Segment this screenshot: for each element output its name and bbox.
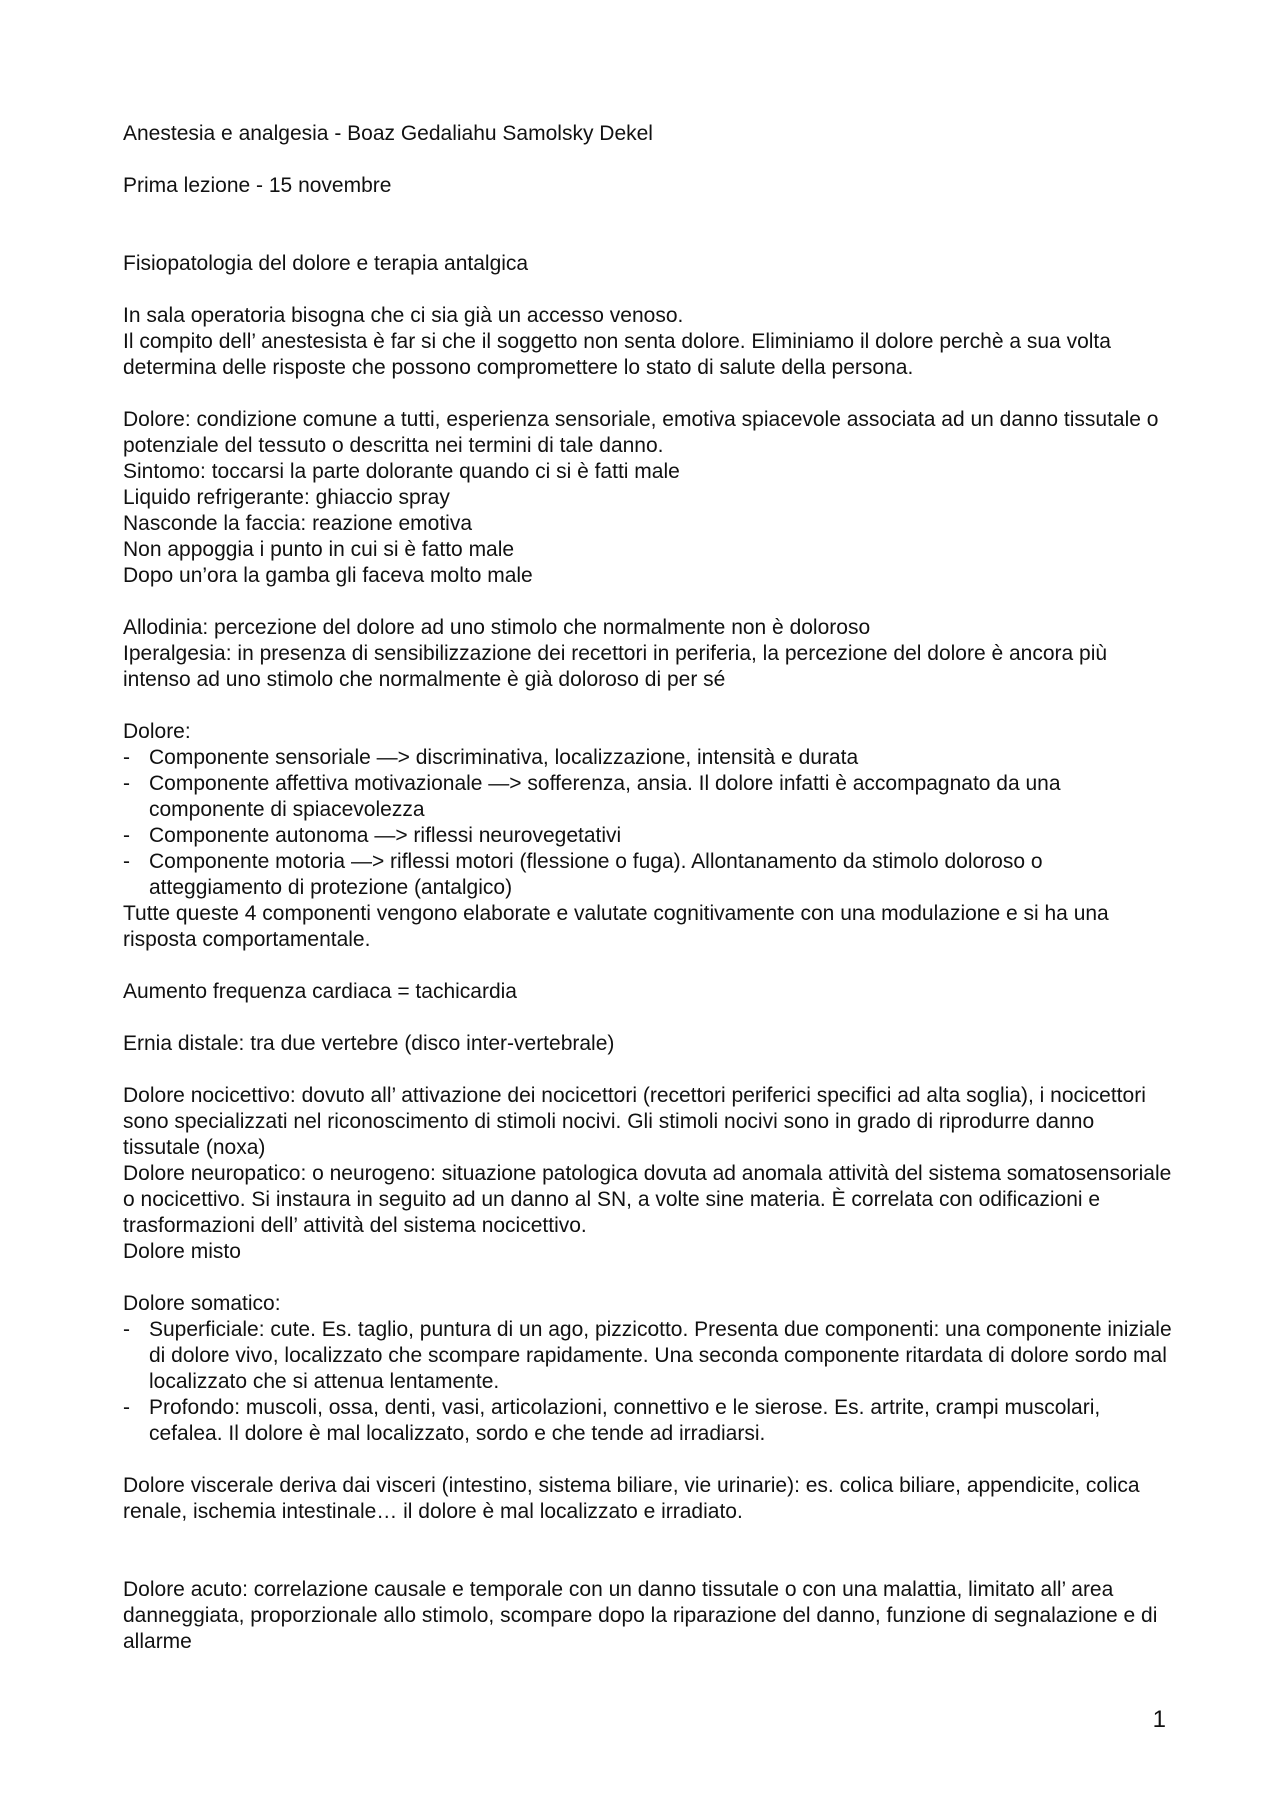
somatic-heading: Dolore somatico: — [123, 1292, 281, 1315]
section-title: Fisiopatologia del dolore e terapia antalgica — [123, 252, 529, 275]
page-number: 1 — [1152, 1706, 1166, 1733]
components-list — [123, 745, 1173, 901]
pain-definition: Dolore: condizione comune a tutti, esperienza sensoriale, emotiva spiacevole associata ad un danno tissutale o potenziale del tessuto o descritta nei termini di tale danno. — [123, 408, 1159, 457]
mixed-pain: Dolore misto — [123, 1240, 241, 1263]
allodynia-definition: Allodinia: percezione del dolore ad uno stimolo che normalmente non è doloroso — [123, 616, 871, 639]
hour-line: Dopo un’ora la gamba gli faceva molto male — [123, 564, 533, 587]
dash-bullet: - — [123, 746, 130, 769]
list-item-text: Superficiale: cute. Es. taglio, puntura di un ago, pizzicotto. Presenta due componenti: una componente iniziale di dolore vivo, localizzato che scompare rapidamente. Una seconda componente ritardata di dolore sordo mal localizzato che si attenua lentamente. — [149, 1318, 1172, 1393]
dash-bullet: - — [123, 824, 130, 847]
components-heading: Dolore: — [123, 720, 191, 743]
list-item — [123, 771, 1173, 823]
intro-line: In sala operatoria bisogna che ci sia già un accesso venoso. — [123, 304, 684, 327]
components-summary: Tutte queste 4 componenti vengono elaborate e valutate cognitivamente con una modulazione e si ha una risposta comportamentale. — [123, 902, 1109, 951]
hernia-note: Ernia distale: tra due vertebre (disco inter-vertebrale) — [123, 1032, 615, 1055]
emotional-line: Nasconde la faccia: reazione emotiva — [123, 512, 473, 535]
list-item — [123, 1317, 1173, 1395]
list-item-text: Componente sensoriale —> discriminativa, localizzazione, intensità e durata — [149, 746, 859, 769]
acute-pain: Dolore acuto: correlazione causale e temporale con un danno tissutale o con una malattia, limitato all’ area danneggiata, proporzionale allo stimolo, scompare dopo la riparazione del danno, funzione di segnalazione e di allarme — [123, 1578, 1158, 1653]
list-item — [123, 1395, 1173, 1447]
tachycardia-note: Aumento frequenza cardiaca = tachicardia — [123, 980, 517, 1003]
nociceptive-pain: Dolore nocicettivo: dovuto all’ attivazione dei nocicettori (recettori periferici specifici ad alta soglia), i nocicettori sono specializzati nel riconoscimento di stimoli nocivi. Gli stimoli nocivi sono in grado di riprodurre danno tissutale (noxa) — [123, 1084, 1146, 1159]
list-item — [123, 823, 1173, 849]
hyperalgesia-definition: Iperalgesia: in presenza di sensibilizzazione dei recettori in periferia, la percezione del dolore è ancora più intenso ad uno stimolo che normalmente è già doloroso di per sé — [123, 642, 1108, 691]
list-item-text: Componente autonoma —> riflessi neurovegetativi — [149, 824, 622, 847]
lesson-date: Prima lezione - 15 novembre — [123, 174, 392, 197]
somatic-list — [123, 1317, 1173, 1447]
symptom-line: Sintomo: toccarsi la parte dolorante quando ci si è fatti male — [123, 460, 680, 483]
dash-bullet: - — [123, 772, 130, 795]
list-item-text: Componente motoria —> riflessi motori (flessione o fuga). Allontanamento da stimolo doloroso o atteggiamento di protezione (antalgico) — [149, 850, 1043, 899]
coolant-line: Liquido refrigerante: ghiaccio spray — [123, 486, 450, 509]
dash-bullet: - — [123, 850, 130, 873]
list-item — [123, 849, 1173, 901]
intro-paragraph: Il compito dell’ anestesista è far si che il soggetto non senta dolore. Eliminiamo il dolore perchè a sua volta determina delle risposte che possono compromettere lo stato di salute della persona. — [123, 330, 1111, 379]
dash-bullet: - — [123, 1318, 130, 1341]
dash-bullet: - — [123, 1396, 130, 1419]
weight-line: Non appoggia i punto in cui si è fatto male — [123, 538, 515, 561]
neuropathic-pain: Dolore neuropatico: o neurogeno: situazione patologica dovuta ad anomala attività del sistema somatosensoriale o nocicettivo. Si instaura in seguito ad un danno al SN, a volte sine materia. È correlata con odificazioni e trasformazioni dell’ attività del sistema nocicettivo. — [123, 1162, 1172, 1237]
visceral-pain: Dolore viscerale deriva dai visceri (intestino, sistema biliare, vie urinarie): es. colica biliare, appendicite, colica renale, ischemia intestinale… il dolore è mal localizzato e irradiato. — [123, 1474, 1140, 1523]
list-item-text: Profondo: muscoli, ossa, denti, vasi, articolazioni, connettivo e le sierose. Es. artrite, crampi muscolari, cefalea. Il dolore è mal localizzato, sordo e che tende ad irradiarsi. — [149, 1396, 1101, 1445]
document-title: Anestesia e analgesia - Boaz Gedaliahu Samolsky Dekel — [123, 122, 653, 145]
document-page — [123, 121, 1173, 1655]
list-item — [123, 745, 1173, 771]
list-item-text: Componente affettiva motivazionale —> sofferenza, ansia. Il dolore infatti è accompagnato da una componente di spiacevolezza — [149, 772, 1061, 821]
